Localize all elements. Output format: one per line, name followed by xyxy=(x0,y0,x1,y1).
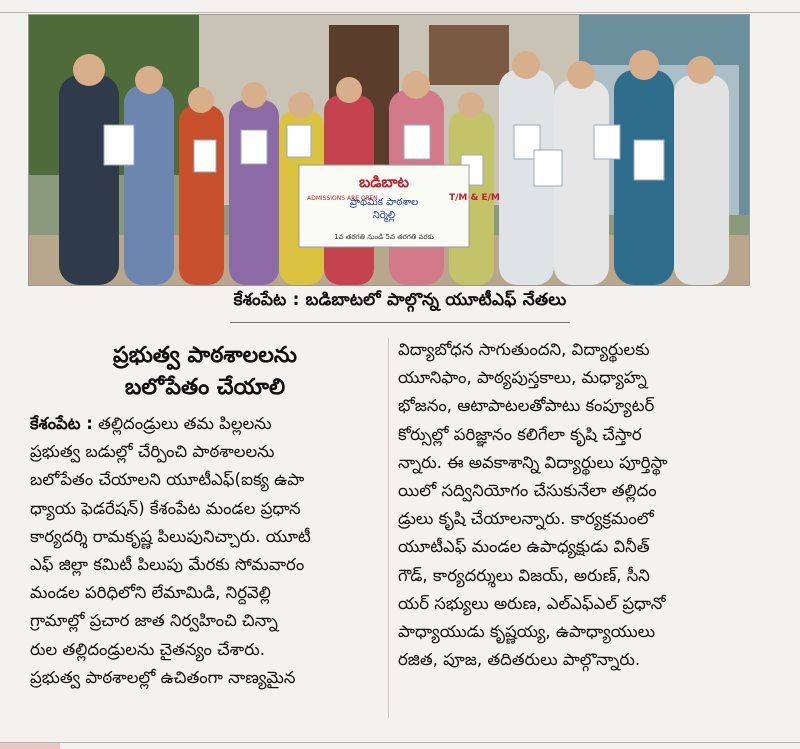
body-line: యిలో సద్వినియోగం చేసుకునేలా తల్లిదం xyxy=(398,481,657,501)
body-line: ప్రభుత్వ పాఠశాలల్లో ఉచితంగా నాణ్యమైన xyxy=(30,667,296,687)
body-line: మండల పరిధిలోని లేమామిడి, నిర్దవెల్లి xyxy=(30,583,271,603)
column-divider xyxy=(388,338,389,718)
body-line: యూటీఎఫ్ మండల ఉపాధ్యక్షుడు వినీత్ xyxy=(398,537,650,557)
body-line: కోర్సుల్లో పరిజ్ఞానం కలిగేలా కృషి చేస్తార xyxy=(398,424,642,444)
dateline: కేశంపేట : xyxy=(30,414,93,433)
body-line: బలోపేతం చేయాలని యూటీఎఫ్(ఐక్య ఉపా xyxy=(30,470,305,490)
body-line: రజిత, పూజ, తదితరులు పాల్గొన్నారు. xyxy=(398,650,641,670)
corner-mark xyxy=(0,743,60,749)
body-line: ఎఫ్ జిల్లా కమిటీ పిలుపు మేరకు సోమవారం xyxy=(30,555,305,575)
body-line: విద్యాబోధన సాగుతుందని, విద్యార్థులకు xyxy=(398,340,650,359)
article-left-column xyxy=(30,336,380,692)
svg-text:ADMISSIONS ARE OPEN: ADMISSIONS ARE OPEN xyxy=(307,195,378,202)
group-photo-illustration xyxy=(29,15,749,285)
body-line: న్నారు. ఈ అవకాశాన్ని విద్యార్థులు పూర్తిస్థా xyxy=(398,452,668,472)
body-line: యూనిఫాం, పాఠ్యపుస్తకాలు, మధ్యాహ్న xyxy=(398,368,647,388)
top-rule xyxy=(0,0,800,13)
body-text: తల్లిదండ్రులు తమ పిల్లలను xyxy=(92,414,272,433)
bottom-rule xyxy=(0,742,800,743)
body-line xyxy=(30,410,380,438)
news-photo xyxy=(28,14,750,286)
body-line: రుల తల్లిదండ్రులను చైతన్యం చేశారు. xyxy=(30,639,265,659)
body-line: గౌడ్, కార్యదర్శులు విజయ్, అరుణ్, సీని xyxy=(398,565,650,585)
svg-text:ప్రాథమిక పాఠశాల: ప్రాథమిక పాఠశాల xyxy=(349,197,419,208)
headline-line-2: బలోపేతం చేయాలి xyxy=(124,375,286,400)
caption-rule xyxy=(230,322,570,323)
body-line: డ్రులు కృషి చేయాలన్నారు. కార్యక్రమంలో xyxy=(398,509,654,529)
body-line: ధ్యాయ ఫెడరేషన్) కేశంపేట మండల ప్రధాన xyxy=(30,498,301,518)
body-line: భోజనం, ఆటాపాటలతోపాటు కంప్యూటర్ xyxy=(398,396,655,416)
body-line: గ్రామాల్లో ప్రచార జాత నిర్వహించి చిన్నా xyxy=(30,611,278,631)
body-line: యర్ సభ్యులు అరుణ, ఎల్ఎఫ్ఎల్ ప్రధానో xyxy=(398,593,666,613)
svg-text:T/M & E/M: T/M & E/M xyxy=(449,193,500,203)
article-headline xyxy=(30,340,380,404)
svg-text:బడిబాట: బడిబాట xyxy=(358,173,410,191)
body-line: పాధ్యాయుడు కృష్ణయ్య, ఉపాధ్యాయులు xyxy=(398,622,656,642)
svg-text:నిర్మెల్లి: నిర్మెల్లి xyxy=(372,210,396,221)
headline-line-1: ప్రభుత్వ పాఠశాలలను xyxy=(113,343,297,368)
article-right-column xyxy=(398,336,748,674)
body-line: కార్యదర్శి రామకృష్ణ పిలుపునిచ్చారు. యూటీ xyxy=(30,526,311,546)
body-line: ప్రభుత్వ బడుల్లో చేర్పించి పాఠశాలలను xyxy=(30,442,275,462)
svg-text:1వ తరగతి నుండి 5వ తరగతి వరకు: 1వ తరగతి నుండి 5వ తరగతి వరకు xyxy=(334,233,434,241)
photo-caption: కేశంపేట : బడిబాటలో పాల్గొన్న యూటీఎఫ్ నేతలు xyxy=(233,290,567,310)
